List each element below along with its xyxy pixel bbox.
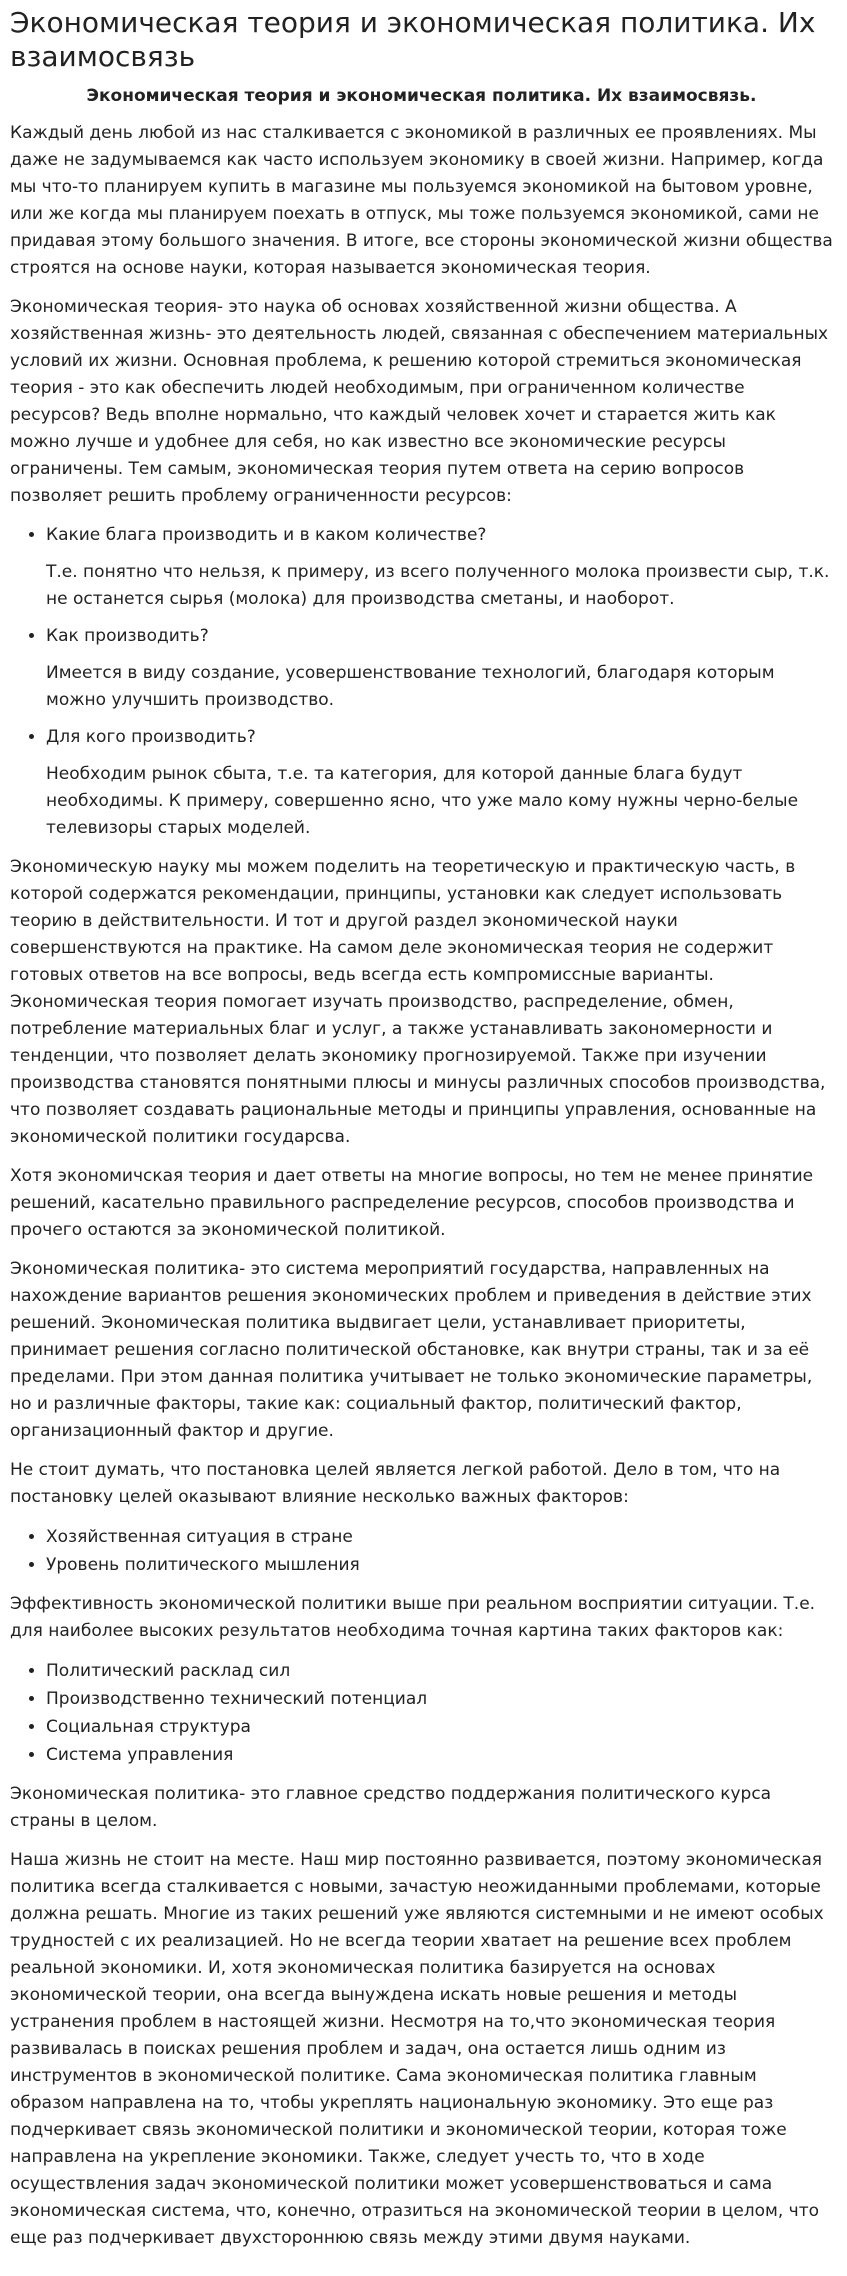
page-title: Экономическая теория и экономическая политика. Их взаимосвязь bbox=[10, 6, 816, 73]
paragraph-middle-1: Экономическую науку мы можем поделить на теоретическую и практическую часть, в которой содержатся рекомендации, принципы, установки как следует использовать теорию в действительности. И тот и другой раздел экономической науки совершенствуются на практике. На самом деле экономическая теория не содержит готовых ответов на все вопросы, ведь всегда есть компромиссные варианты. Экономическая теория помогает изучать производство, распределение, обмен, потребление материальных благ и услуг, а также устанавливать закономерности и тенденции, что позволяет делать экономику прогнозируемой. Также при изучении производства становятся понятными плюсы и минусы различных способов производства, что позволяет создавать рациональные методы и принципы управления, основанные на экономической политики государсва. bbox=[10, 857, 826, 1147]
answer-text: Т.е. понятно что нельзя, к примеру, из всего полученного молока произвести сыр, т.к. не останется сырья (молока) для производства сметаны, и наоборот. bbox=[46, 562, 830, 609]
list-item: • Система управления bbox=[46, 1741, 833, 1769]
list-item: • Производственно технический потенциал bbox=[46, 1685, 833, 1713]
list-item: • Хозяйственная ситуация в стране bbox=[46, 1523, 833, 1551]
factors-list-2 bbox=[10, 1657, 833, 1769]
list-item: • Политический расклад сил bbox=[46, 1657, 833, 1685]
answer-text: Имеется в виду создание, усовершенствование технологий, благодаря которым можно улучшить производство. bbox=[46, 663, 775, 710]
factors-list bbox=[10, 1523, 833, 1579]
list-item bbox=[46, 724, 833, 842]
paragraph-middle-4: Не стоит думать, что постановка целей является легкой работой. Дело в том, что на постановку целей оказывают влияние несколько важных факторов: bbox=[10, 1460, 781, 1507]
paragraph-middle-3: Экономическая политика- это система мероприятий государства, направленных на нахождение вариантов решения экономических проблем и приведения в действие этих решений. Экономическая политика выдвигает цели, устанавливает приоритеты, принимает решения согласно политической обстановке, как внутри страны, так и за её пределами. При этом данная политика учитывает не только экономические параметры, но и различные факторы, такие как: социальный фактор, политический фактор, организационный фактор и другие. bbox=[10, 1259, 813, 1441]
question-text: • Для кого производить? bbox=[46, 727, 256, 747]
answer-text: Необходим рынок сбыта, т.е. та категория, для которой данные блага будут необходимы. К примеру, совершенно ясно, что уже мало кому нужны черно-белые телевизоры старых моделей. bbox=[46, 764, 799, 838]
list-item: • Уровень политического мышления bbox=[46, 1551, 833, 1579]
paragraph-closing-2: Наша жизнь не стоит на месте. Наш мир постоянно развивается, поэтому экономическая политика всегда сталкивается с новыми, зачастую неожиданными проблемами, которые должна решать. Многие из таких решений уже являются системными и не имеют особых трудностей с их реализацией. Но не всегда теории хватает на решение всех проблем реальной экономики. И, хотя экономическая политика базируется на основах экономической теории, она всегда вынуждена искать новые решения и методы устранения проблем в настоящей жизни. Несмотря на то,что экономическая теория развивалась в поисках решения проблем и задач, она остается лишь одним из инструментов в экономической политике. Сама экономическая политика главным образом направлена на то, чтобы укреплять национальную экономику. Это еще раз подчеркивает связь экономической политики и экономической теории, которая тоже направлена на укрепление экономики. Также, следует учесть то, что в ходе осуществления задач экономической политики может усовершенствоваться и сама экономическая система, что, конечно, отразиться на экономической теории в целом, что еще раз подчеркивает двухстороннюю связь между этими двумя науками. bbox=[10, 1850, 824, 2248]
paragraph-closing-1: Экономическая политика- это главное средство поддержания политического курса страны в целом. bbox=[10, 1784, 772, 1831]
list-item bbox=[46, 522, 833, 613]
question-text: • Как производить? bbox=[46, 626, 209, 646]
paragraph-intro-2: Экономическая теория- это наука об основах хозяйственной жизни общества. А хозяйственная жизнь- это деятельность людей, связанная с обеспечением материальных условий их жизни. Основная проблема, к решению которой стремиться экономическая теория - это как обеспечить людей необходимым, при ограниченном количестве ресурсов? Ведь вполне нормально, что каждый человек хочет и старается жить как можно лучше и удобнее для себя, но как известно все экономические ресурсы ограничены. Тем самым, экономическая теория путем ответа на серию вопросов позволяет решить проблему ограниченности ресурсов: bbox=[10, 297, 829, 506]
paragraph-middle-2: Хотя экономичская теория и дает ответы на многие вопросы, но тем не менее принятие решений, касательно правильного распределение ресурсов, способов производства и прочего остаются за экономической политикой. bbox=[10, 1166, 814, 1240]
questions-list bbox=[10, 522, 833, 842]
paragraph-intro-1: Каждый день любой из нас сталкивается с экономикой в различных ее проявлениях. Мы даже не задумываемся как часто используем экономику в своей жизни. Например, когда мы что-то планируем купить в магазине мы пользуемся экономикой на бытовом уровне, или же когда мы планируем поехать в отпуск, мы тоже пользуемся экономикой, сами не придавая этому большого значения. В итоге, все стороны экономической жизни общества строятся на основе науки, которая называется экономическая теория. bbox=[10, 123, 833, 278]
question-text: • Какие блага производить и в каком количестве? bbox=[46, 525, 487, 545]
list-item: • Социальная структура bbox=[46, 1713, 833, 1741]
list-item bbox=[46, 623, 833, 714]
article-subtitle: Экономическая теория и экономическая политика. Их взаимосвязь. bbox=[86, 86, 757, 106]
paragraph-efficiency: Эффективность экономической политики выше при реальном восприятии ситуации. Т.е. для наиболее высоких результатов необходима точная картина таких факторов как: bbox=[10, 1594, 816, 1641]
